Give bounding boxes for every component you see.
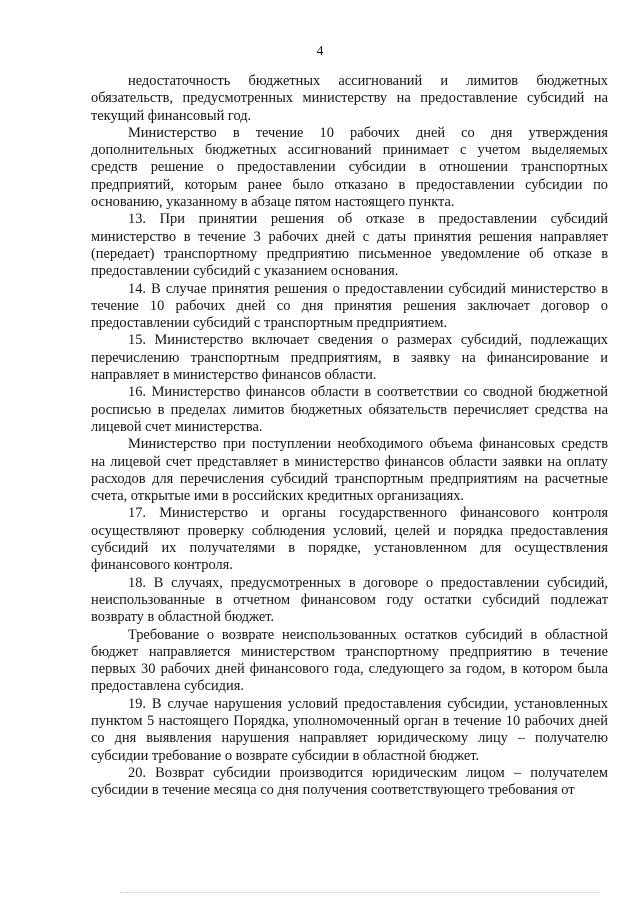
- paragraph-item-17: 17. Министерство и органы государственного финансового контроля осуществляют проверку соблюдения условий, целей и порядка предоставления субсидий их получателями в порядке, установленном для осуществления финансового контроля.: [91, 505, 608, 574]
- paragraph-additional-allocations: Министерство в течение 10 рабочих дней со дня утверждения дополнительных бюджетных ассигнований принимает с учетом выделяемых средств решение о предоставлении субсидии в отношении транспортных предприятий, которым ранее было отказано в предоставлении субсидии по основанию, указанному в абзаце пятом настоящего пункта.: [91, 124, 608, 211]
- paragraph-item-16: 16. Министерство финансов области в соответствии со сводной бюджетной росписью в пределах лимитов бюджетных обязательств перечисляет средства на лицевой счет министерства.: [91, 384, 608, 435]
- paragraph-item-15: 15. Министерство включает сведения о размерах субсидий, подлежащих перечислению транспортным предприятиям, в заявку на финансирование и направляет в министерство финансов области.: [91, 332, 608, 384]
- page-number: 4: [316, 44, 324, 59]
- page-bottom-edge: [120, 892, 600, 893]
- paragraph-item-19: 19. В случае нарушения условий предоставления субсидии, установленных пунктом 5 настоящего Порядка, уполномоченный орган в течение 10 рабочих дней со дня выявления нарушения направляет юридическому лицу – получателю субсидии требование о возврате субсидии в областной бюджет.: [91, 695, 608, 764]
- paragraph-item-18: 18. В случаях, предусмотренных в договоре о предоставлении субсидий, неиспользованные в отчетном финансовом году остатки субсидий подлежат возврату в областной бюджет.: [91, 574, 608, 626]
- paragraph-item-13: 13. При принятии решения об отказе в предоставлении субсидий министерство в течение 3 рабочих дней с даты принятия решения направляет (передает) транспортному предприятию письменное уведомление об отказе в предоставлении субсидий с указанием основания.: [91, 211, 608, 280]
- paragraph-return-requirement: Требование о возврате неиспользованных остатков субсидий в областной бюджет направляется министерством транспортному предприятию в течение первых 30 рабочих дней финансового года, следующего за годом, в котором была предоставлена субсидия.: [91, 626, 608, 695]
- paragraph-item-20: 20. Возврат субсидии производится юридическим лицом – получателем субсидии в течение месяца со дня получения соответствующего требования от: [91, 764, 608, 799]
- document-body: [91, 73, 608, 799]
- paragraph-item-14: 14. В случае принятия решения о предоставлении субсидий министерство в течение 10 рабочих дней со дня принятия решения заключает договор о предоставлении субсидий с транспортным предприятием.: [91, 280, 608, 332]
- paragraph-continuation: недостаточность бюджетных ассигнований и лимитов бюджетных обязательств, предусмотренных министерству на предоставление субсидий на текущий финансовый год.: [91, 73, 608, 124]
- paragraph-payment-requests: Министерство при поступлении необходимого объема финансовых средств на лицевой счет представляет в министерство финансов области заявки на оплату расходов для перечисления субсидий транспортным предприятиям на расчетные счета, открытые ими в российских кредитных организациях.: [91, 436, 608, 505]
